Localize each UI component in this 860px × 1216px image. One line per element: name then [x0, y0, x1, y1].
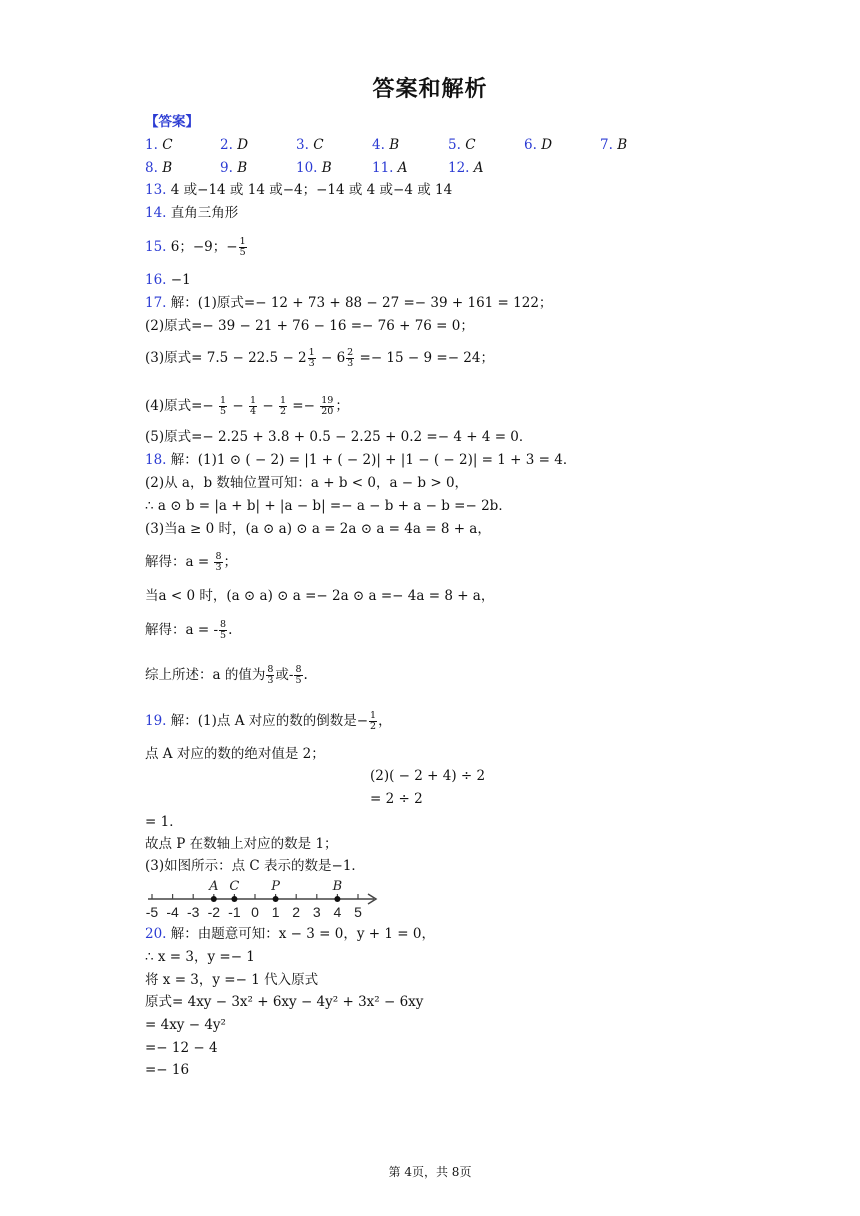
answer-item: 2. D	[220, 137, 249, 153]
point-label: A	[209, 879, 219, 894]
q18-line-6: 当a < 0 时，(a ⊙ a) ⊙ a =− 2a ⊙ a =− 4a = 8 + a，	[145, 588, 495, 604]
point-marker	[273, 896, 279, 902]
q20-line-1: 20. 解：由题意可知：x − 3 = 0，y + 1 = 0，	[145, 926, 435, 942]
q13-answer: 13. 4 或−14 或 14 或−4；−14 或 4 或−4 或 14	[145, 182, 453, 198]
q18-line-2: (2)从 a，b 数轴位置可知：a + b < 0，a − b > 0，	[145, 475, 469, 491]
q20-line-5: = 4xy − 4y²	[145, 1017, 226, 1033]
q19-line-6: 故点 P 在数轴上对应的数是 1；	[145, 836, 338, 852]
q17-line-1: 17. 解：(1)原式=− 12 + 73 + 88 − 27 =− 39 + 161 = 122；	[145, 295, 553, 311]
q18-line-4: (3)当a ≥ 0 时，(a ⊙ a) ⊙ a = 2a ⊙ a = 4a = 8 + a，	[145, 521, 491, 537]
q18-line-7: 解得：a = - $\frac{8}{5}$ .	[145, 619, 233, 641]
tick-label: 4	[333, 904, 342, 920]
fraction: $\frac{1}{2}$	[279, 395, 286, 417]
tick-label: 0	[251, 904, 259, 920]
q17-line-5: (5)原式=− 2.25 + 3.8 + 0.5 − 2.25 + 0.2 =− 4 + 4 = 0．	[145, 429, 533, 445]
number-line-figure	[140, 872, 390, 922]
answer-item: 6. D	[524, 137, 553, 153]
fraction: $\frac{1}{4}$	[250, 395, 257, 417]
q19-line-7: (3)如图所示：点 C 表示的数是−1．	[145, 858, 365, 874]
fraction: $\frac{2}{3}$	[347, 347, 354, 369]
fraction: $\frac{1}{3}$	[308, 347, 315, 369]
tick-label: -4	[166, 904, 179, 920]
tick-label: -1	[228, 904, 241, 920]
tick-label: -2	[207, 904, 221, 920]
q16-answer: 16. −1	[145, 272, 191, 288]
fraction: $\frac{1}{2}$	[370, 710, 377, 732]
q15-answer: 15. 6；−9；− $\frac{1}{5}$	[145, 236, 246, 258]
answer-item: 9. B	[220, 160, 248, 176]
q18-line-5: 解得：a = $\frac{8}{3}$ ；	[145, 551, 237, 573]
q19-line-5: = 1．	[145, 814, 183, 830]
tick-label: -3	[186, 904, 200, 920]
answer-item: 4. B	[372, 137, 400, 153]
q17-line-3: (3)原式= 7.5 − 22.5 − 2 $\frac{1}{3}$ − 6 $\frac{2}{3}$ =− 15 − 9 =− 24；	[145, 347, 494, 369]
tick-label: 2	[292, 904, 301, 920]
answer-item: 8. B	[145, 160, 173, 176]
answer-item: 12. A	[448, 160, 484, 176]
tick-label: 3	[312, 904, 321, 920]
answer-item: 7. B	[600, 137, 628, 153]
point-label: P	[271, 879, 280, 894]
answer-item: 10. B	[296, 160, 332, 176]
q18-line-3: ∴ a ⊙ b = |a + b| + |a − b| =− a − b + a − b =− 2b．	[145, 498, 512, 514]
q20-line-6: =− 12 − 4	[145, 1040, 218, 1056]
answer-item: 1. C	[145, 137, 173, 153]
point-marker	[231, 896, 237, 902]
q19-line-4: = 2 ÷ 2	[370, 791, 423, 807]
fraction: $\frac{1}{5}$	[220, 395, 227, 417]
page-title: 答案和解析	[372, 77, 488, 102]
page-footer: 第 4页，共 8页	[388, 1165, 472, 1179]
answer-item: 11. A	[372, 160, 408, 176]
point-label: B	[332, 879, 343, 894]
q19-line-3: (2)( − 2 + 4) ÷ 2	[370, 768, 486, 784]
point-marker	[334, 896, 340, 902]
q18-line-8: 综上所述：a 的值为 $\frac{8}{3}$ 或- $\frac{8}{5}$ .	[145, 664, 308, 686]
q19-line-1: 19. 解：(1)点 A 对应的数的倒数是− $\frac{1}{2}$ ，	[145, 710, 392, 732]
fraction: $\frac{8}{3}$	[215, 551, 222, 573]
tick-label: 1	[271, 904, 280, 920]
answer-item: 3. C	[296, 137, 324, 153]
answer-item: 5. C	[448, 137, 476, 153]
tick-label: 5	[354, 904, 362, 920]
q14-answer: 14. 直角三角形	[145, 205, 239, 221]
q19-line-2: 点 A 对应的数的绝对值是 2；	[145, 746, 325, 762]
answer-header: 【答案】	[145, 114, 199, 130]
q17-line-4: (4)原式=− $\frac{1}{5}$ − $\frac{1}{4}$ − $\frac{1}{2}$ =− $\frac{19}{20}$ ；	[145, 395, 349, 417]
fraction: $\frac{8}{3}$	[267, 664, 274, 686]
q18-line-1: 18. 解：(1)1 ⊙ ( − 2) = |1 + ( − 2)| + |1 − ( − 2)| = 1 + 3 = 4．	[145, 452, 577, 468]
q17-line-2: (2)原式=− 39 − 21 + 76 − 16 =− 76 + 76 = 0；	[145, 318, 474, 334]
point-marker	[211, 896, 217, 902]
fraction: $\frac{19}{20}$	[321, 395, 334, 417]
fraction: $\frac{1}{5}$	[239, 236, 246, 258]
q20-line-7: =− 16	[145, 1062, 190, 1078]
point-label: C	[229, 879, 240, 894]
fraction: $\frac{8}{5}$	[295, 664, 302, 686]
q20-line-3: 将 x = 3，y =− 1 代入原式	[145, 972, 319, 988]
fraction: $\frac{8}{5}$	[220, 619, 227, 641]
q20-line-4: 原式= 4xy − 3x² + 6xy − 4y² + 3x² − 6xy	[145, 994, 424, 1010]
tick-label: -5	[145, 904, 159, 920]
q20-line-2: ∴ x = 3，y =− 1	[145, 949, 255, 965]
